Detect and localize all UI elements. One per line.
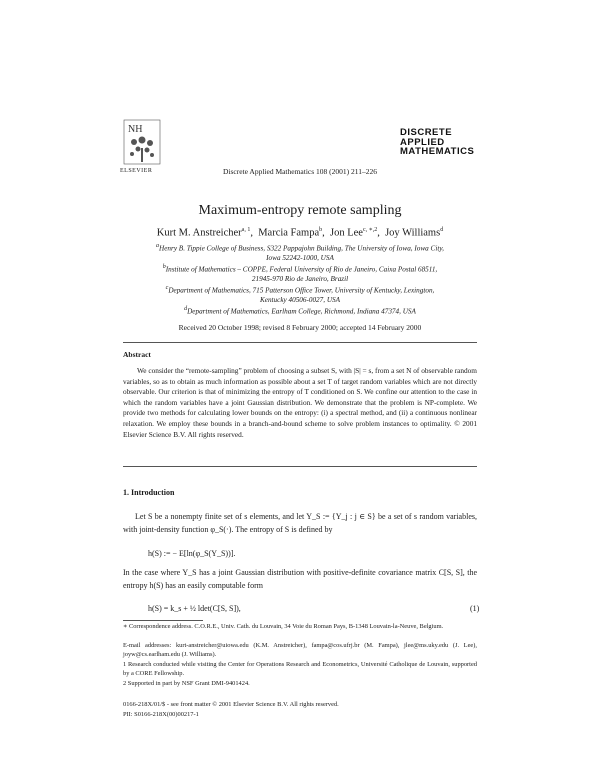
footnote: 2 Supported in part by NSF Grant DMI-9401424. xyxy=(123,680,250,687)
publisher-name: ELSEVIER xyxy=(120,168,153,174)
affiliation-line: Department of Mathematics, 715 Patterson Office Tower, University of Kentucky, Lexington, xyxy=(168,286,435,295)
affiliation-sup: d xyxy=(184,306,188,312)
author-sup: c, ∗,2 xyxy=(362,227,378,233)
affiliation-line: Henry B. Tippie College of Business, S322 Pappajohn Building, The University of Iowa, Iowa City, xyxy=(159,244,444,253)
author-name: Marcia Fampa xyxy=(258,227,320,239)
section-heading: 1. Introduction xyxy=(123,488,175,497)
author-sup: a, 1 xyxy=(241,227,251,233)
intro-paragraph: In the case where Y_S has a joint Gaussian distribution with positive-definite covariance matrix C[S, S], the entropy h(S) has an easily computable form xyxy=(123,568,477,591)
affiliation-line: Institute of Mathematics – COPPE, Federal University of Rio de Janeiro, Caixa Postal 68511, xyxy=(165,265,438,274)
tree-icon xyxy=(120,118,164,168)
intro-paragraph: Let S be a nonempty finite set of s elements, and let Y_S := {Y_j : j ∈ S} be a set of s random variables, with joint-density function φ_S(·). The entropy of S is defined by xyxy=(123,512,477,535)
affiliation xyxy=(130,263,470,284)
received-dates: Received 20 October 1998; revised 8 February 2000; accepted 14 February 2000 xyxy=(178,323,422,332)
footnote: 1 Research conducted while visiting the Center for Operations Research and Econometrics, Université Catholique de Louvain, supported by a CORE Fellowship. xyxy=(123,661,477,677)
affiliation-line: Department of Mathematics, Earlham College, Richmond, Indiana 47374, USA xyxy=(187,307,416,316)
author-sup: d xyxy=(440,227,444,233)
copyright-line: 0166-218X/01/$ - see front matter © 2001 Elsevier Science B.V. All rights reserved. xyxy=(123,701,339,708)
journal-logo xyxy=(400,128,474,157)
author-name: Jon Lee xyxy=(330,227,363,239)
affiliation xyxy=(130,305,470,317)
footnote: ∗ Correspondence address. C.O.R.E., Univ. Cath. du Louvain, 34 Voie du Roman Pays, B-1348 Louvain-la-Neuve, Belgium. xyxy=(123,623,444,630)
footnote-rule xyxy=(123,620,203,621)
journal-logo-line: APPLIED xyxy=(400,136,445,148)
affiliation-line: 21945-970 Rio de Janeiro, Brazil xyxy=(251,274,349,283)
affiliation-sup: c xyxy=(165,285,169,291)
author-name: Joy Williams xyxy=(385,227,441,239)
affiliation xyxy=(130,242,470,263)
footnote: E-mail addresses: kurt-anstreicher@uiowa.edu (K.M. Anstreicher), fampa@cos.ufrj.br (M. Fampa), jlee@ms.uky.edu (J. Lee), joyw@cs.earlham.edu (J. Williams). xyxy=(123,642,477,658)
journal-logo-line: MATHEMATICS xyxy=(400,146,475,157)
abstract-text: We consider the “remote-sampling” problem of choosing a subset S, with |S| = s, from a set N of observable random variables, so as to obtain as much information as possible about a set T of target random variables which are not directly observable. Our criterion is that of minimizing the entropy of T conditioned on S. We confine our attention to the case in which the random variables have a joint Gaussian distribution. We demonstrate that the problem is NP-complete. We provide two methods for calculating lower bounds on the entropy: (i) a spectral method, and (ii) a continuous nonlinear relaxation. We employ these bounds in a branch-and-bound scheme to solve problem instances to optimality. © 2001 Elsevier Science B.V. All rights reserved. xyxy=(123,366,477,439)
affiliation xyxy=(130,284,470,305)
affiliation-line: Iowa 52242-1000, USA xyxy=(266,253,334,262)
affiliation-sup: a xyxy=(156,243,160,249)
divider xyxy=(123,466,477,467)
author-sup: b xyxy=(319,227,323,233)
divider xyxy=(123,342,477,343)
paper-title: Maximum-entropy remote sampling xyxy=(198,203,402,218)
equation: h(S) := − E[ln(φ_S(Y_S))]. xyxy=(148,549,236,558)
journal-logo-line: DISCRETE xyxy=(400,127,453,138)
affiliation-line: Kentucky 40506-0027, USA xyxy=(259,295,341,304)
equation: h(S) = k_s + ½ ldet(C[S, S]), xyxy=(148,604,241,613)
author-list: Kurt M. Anstreicher$^{a, 1}$, Marcia Fampa$^b$, Jon Lee$^{c, ∗,2}$, Joy Williams$^d$ xyxy=(156,227,444,239)
journal-citation: Discrete Applied Mathematics 108 (2001) 211–226 xyxy=(222,167,378,176)
equation-number: (1) xyxy=(470,604,480,613)
author-name: Kurt M. Anstreicher xyxy=(156,227,242,239)
pii-line: PII: S0166-218X(00)00217-1 xyxy=(123,711,199,718)
affiliation-sup: b xyxy=(162,264,166,270)
svg-text:NH: NH xyxy=(128,124,143,135)
abstract-heading: Abstract xyxy=(123,350,151,359)
